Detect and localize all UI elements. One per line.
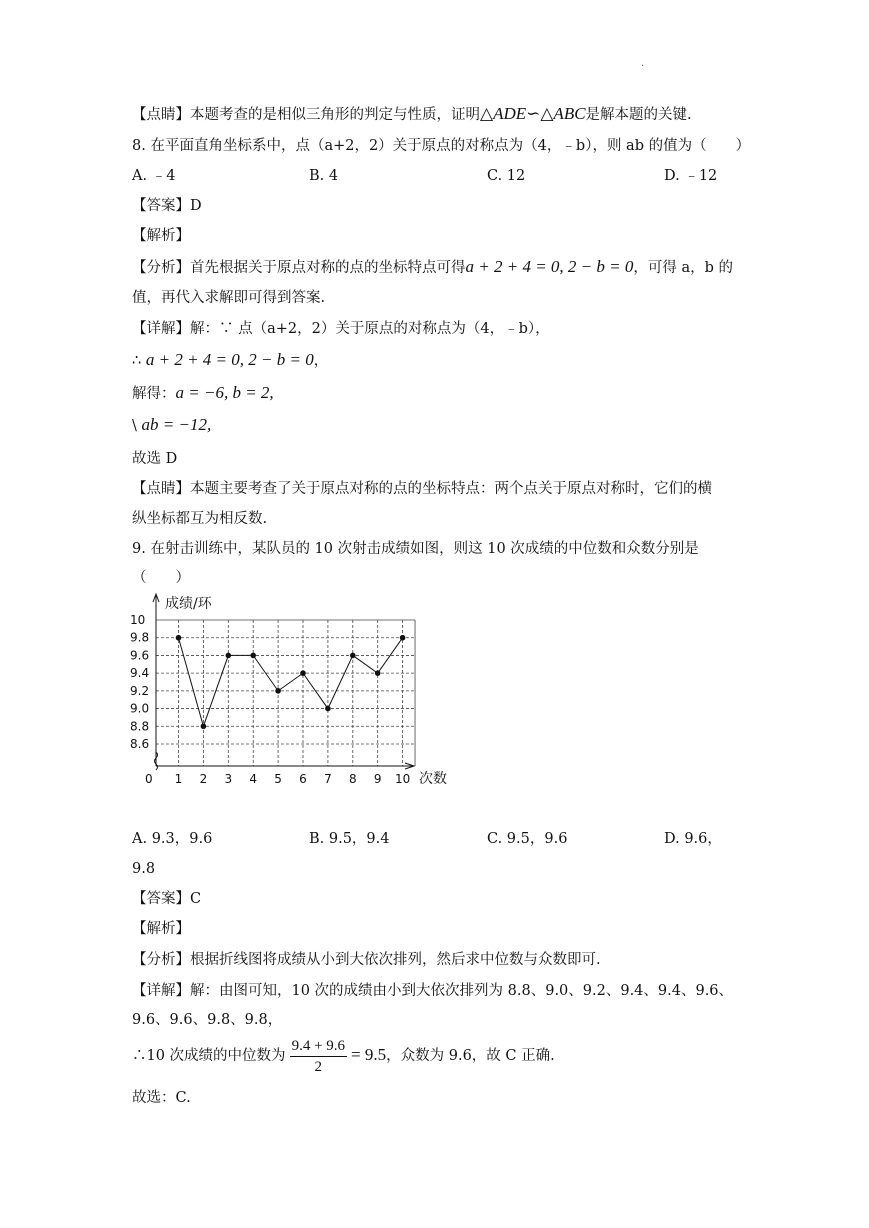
q8-detail-4 [132, 415, 211, 436]
x-tick-label: 6 [299, 772, 307, 786]
q8-fenxi-text: 【分析】首先根据关于原点对称的点的坐标特点可得 [132, 260, 466, 276]
q8-detail-2-tail: ， [313, 353, 329, 369]
chart-grid [156, 620, 415, 766]
q9-detail-2: 9.6、9.6、9.8、9.8， [132, 1012, 283, 1028]
q9-median [132, 1036, 555, 1076]
q8-detail-4-formula: ab = −12, [141, 415, 212, 434]
q8-analysis-label: 【解析】 [132, 228, 190, 244]
data-point [300, 670, 306, 676]
q8-detail-1: 【详解】解：∵ 点（a+2，2）关于原点的对称点为（4，﹣b）， [132, 321, 550, 337]
q8-detail-2 [132, 350, 328, 371]
data-point [375, 670, 381, 676]
q9-option-c: C. 9.5，9.6 [487, 831, 568, 847]
median-result: = 9.5 [351, 1045, 387, 1064]
q9-stem-2: （ ） [132, 570, 190, 586]
x-axis-label: 次数 [419, 771, 447, 787]
q9-option-d: D. 9.6， [664, 831, 722, 847]
line-chart [128, 590, 468, 800]
y-tick-label: 8.6 [130, 737, 150, 751]
q8-option-d: D. ﹣12 [664, 168, 718, 184]
q8-dianjing-1: 【点睛】本题主要考查了关于原点对称的点的坐标特点：两个点关于原点对称时，它们的横 [132, 481, 712, 497]
x-tick-label: 1 [174, 772, 183, 786]
data-point [350, 653, 356, 659]
x-tick-label: 8 [348, 772, 357, 786]
q9-option-a: A. 9.3，9.6 [132, 831, 213, 847]
q9-median-tail: ，众数为 9.6，故 C 正确. [386, 1048, 555, 1064]
q8-detail-3-formula: a = −6, b = 2, [175, 383, 274, 402]
q7-formula: △ADE∽△ABC [480, 104, 586, 123]
y-tick-label: 9.2 [130, 683, 150, 698]
q9-detail-1: 【详解】解：由图可知，10 次的成绩由小到大依次排列为 8.8、9.0、9.2、9.4、9.4、9.6、 [132, 983, 734, 999]
header-dot: . [641, 58, 645, 69]
y-axis-label: 成绩/环 [165, 596, 212, 612]
q9-option-b: B. 9.5，9.4 [309, 831, 390, 847]
data-point [226, 653, 232, 659]
y-tick-label: 8.8 [130, 719, 150, 734]
q8-option-c: C. 12 [487, 168, 526, 184]
q8-option-b: B. 4 [309, 168, 339, 184]
q8-fenxi-formula: a + 2 + 4 = 0, 2 − b = 0 [465, 257, 634, 276]
fraction-numerator: 9.4 + 9.6 [290, 1037, 347, 1057]
y-tick-label: 10 [130, 613, 146, 627]
q8-detail-3 [132, 383, 274, 404]
data-point [201, 723, 207, 729]
y-tick-labels [130, 613, 149, 751]
data-point [325, 706, 331, 712]
q8-stem: 8. 在平面直角坐标系中，点（a+2，2）关于原点的对称点为（4，﹣b），则 ab 的值为（ ） [132, 138, 751, 154]
x-tick-label: 5 [274, 772, 282, 786]
x-tick-labels [175, 772, 411, 786]
data-point [250, 653, 256, 659]
q8-fenxi [132, 257, 733, 278]
x-tick-label: 2 [199, 772, 208, 786]
q8-detail-2-formula: a + 2 + 4 = 0, 2 − b = 0 [145, 350, 314, 369]
median-fraction [290, 1037, 347, 1076]
q8-option-a: A. ﹣4 [132, 168, 176, 184]
q8-dianjing-2: 纵坐标都互为相反数. [132, 511, 268, 527]
q8-fenxi-tail: ，可得 a，b 的 [633, 260, 734, 276]
q9-stem-1: 9. 在射击训练中，某队员的 10 次射击成绩如图，则这 10 次成绩的中位数和众数分别是 [132, 541, 699, 557]
q9-analysis-label: 【解析】 [132, 921, 190, 937]
q9-fenxi: 【分析】根据折线图将成绩从小到大依次排列，然后求中位数与众数即可. [132, 952, 601, 968]
x-tick-label: 3 [224, 772, 233, 786]
data-point [176, 635, 182, 641]
q8-choose: 故选 D [132, 451, 178, 467]
y-tick-label: 9.6 [130, 648, 150, 663]
fraction-denominator: 2 [314, 1058, 323, 1075]
data-point [275, 688, 281, 694]
y-tick-label: 9.8 [130, 630, 150, 645]
series-line [179, 638, 403, 727]
q9-median-text: ∴10 次成绩的中位数为 [132, 1048, 286, 1064]
data-point [400, 635, 406, 641]
x-tick-label: 10 [394, 772, 411, 786]
q7-dianjing-tail: 是解本题的关键. [585, 107, 692, 123]
y-tick-label: 9.4 [130, 666, 150, 681]
q9-option-d-wrap: 9.8 [132, 861, 156, 877]
q8-fenxi-2: 值，再代入求解即可得到答案. [132, 290, 326, 306]
q9-choose: 故选：C. [132, 1090, 191, 1106]
therefore-symbol: ∴ [132, 353, 146, 369]
backslash-symbol: \ [132, 418, 142, 434]
q7-dianjing [132, 104, 692, 125]
q8-answer: 【答案】D [132, 198, 202, 214]
origin-label: 0 [145, 772, 153, 786]
x-tick-label: 9 [373, 772, 382, 786]
q8-detail-3-text: 解得： [132, 386, 176, 402]
q7-dianjing-text: 【点睛】本题考查的是相似三角形的判定与性质，证明 [132, 107, 480, 123]
x-tick-label: 7 [324, 772, 332, 786]
q9-answer: 【答案】C [132, 891, 202, 907]
y-tick-label: 9.0 [130, 701, 150, 716]
x-tick-label: 4 [249, 772, 258, 786]
